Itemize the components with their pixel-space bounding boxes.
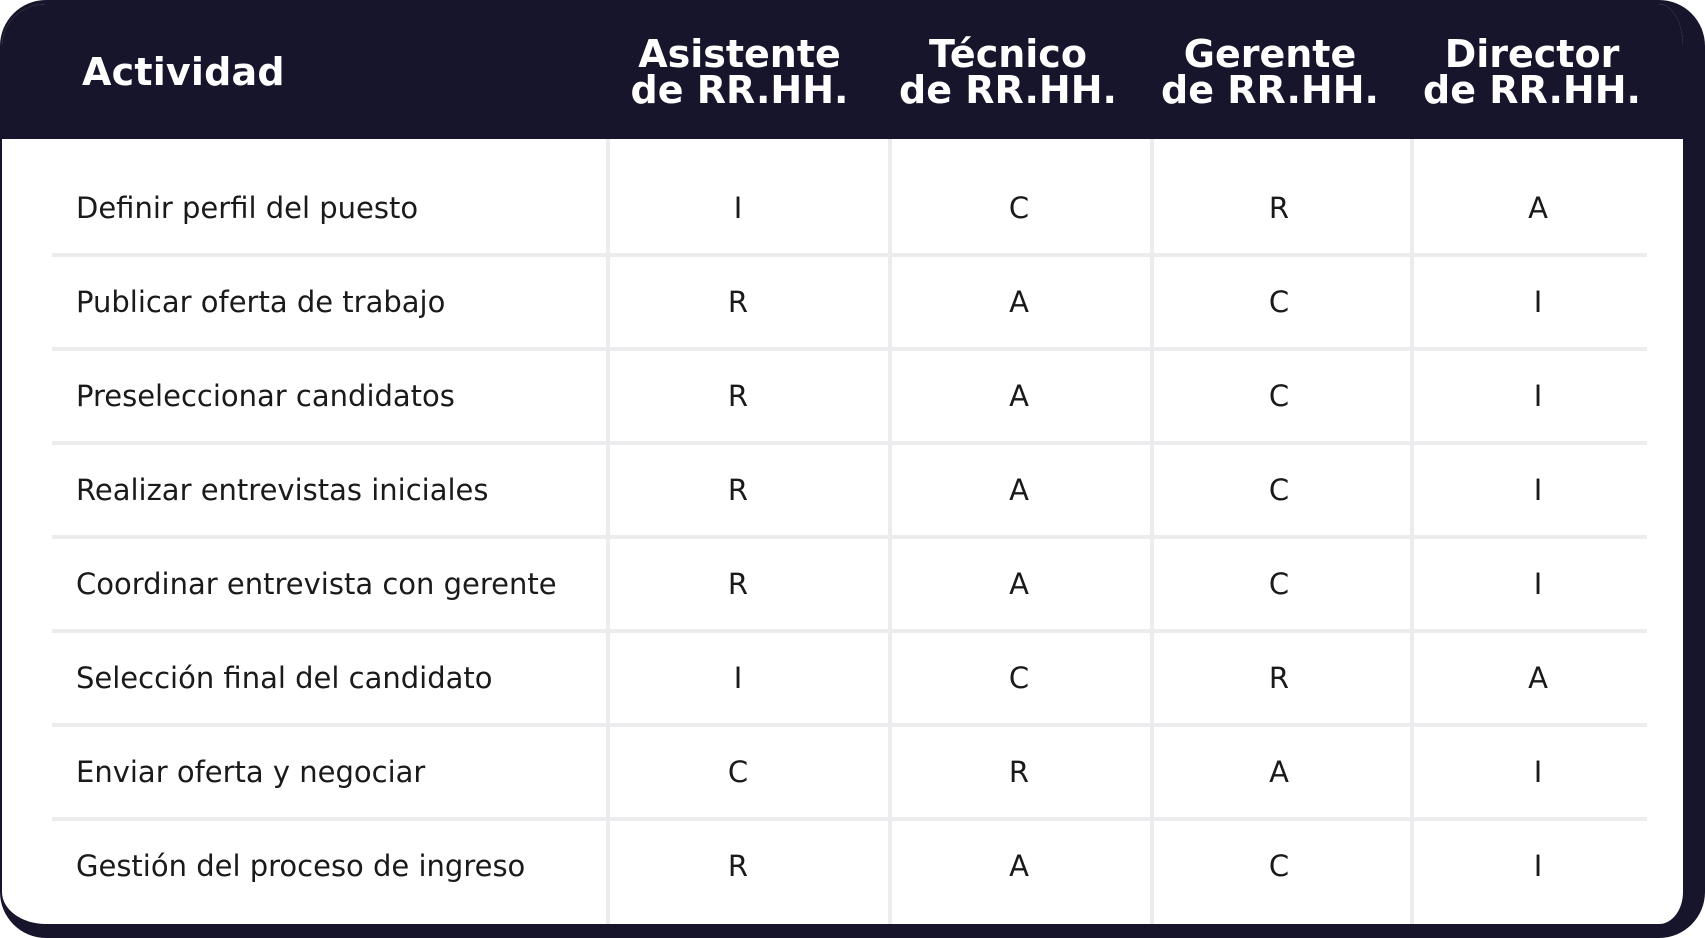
raci-cell: R bbox=[727, 473, 749, 507]
raci-cell: R bbox=[727, 285, 749, 319]
raci-cell: A bbox=[1009, 567, 1029, 601]
raci-cell: I bbox=[733, 661, 743, 695]
raci-cell: I bbox=[1533, 567, 1543, 601]
header-activity: Actividad bbox=[82, 49, 285, 94]
table-row bbox=[52, 819, 1647, 913]
raci-cell: I bbox=[1533, 849, 1543, 883]
raci-cell: I bbox=[1533, 285, 1543, 319]
raci-cell: C bbox=[1268, 285, 1290, 319]
activity-cell: Realizar entrevistas iniciales bbox=[76, 473, 489, 507]
raci-cell: R bbox=[1268, 191, 1290, 225]
table-row bbox=[52, 161, 1647, 255]
table-row bbox=[52, 443, 1647, 537]
raci-cell: R bbox=[1268, 661, 1290, 695]
header-role-manager: Gerente de RR.HH. bbox=[1161, 31, 1379, 112]
raci-cell: R bbox=[727, 849, 749, 883]
header-role-technician: Técnico de RR.HH. bbox=[899, 31, 1117, 112]
activity-cell: Definir perfil del puesto bbox=[76, 191, 419, 225]
raci-cell: I bbox=[1533, 379, 1543, 413]
table-row bbox=[52, 349, 1647, 443]
raci-cell: C bbox=[1268, 849, 1290, 883]
table-row bbox=[52, 255, 1647, 349]
raci-cell: C bbox=[1268, 379, 1290, 413]
raci-cell: I bbox=[1533, 755, 1543, 789]
table-row bbox=[52, 725, 1647, 819]
raci-cell: A bbox=[1269, 755, 1289, 789]
raci-cell: C bbox=[727, 755, 749, 789]
raci-cell: A bbox=[1009, 285, 1029, 319]
raci-cell: R bbox=[1008, 755, 1030, 789]
table-row bbox=[52, 631, 1647, 725]
table-header bbox=[2, 4, 1683, 139]
raci-cell: R bbox=[727, 379, 749, 413]
raci-cell: I bbox=[1533, 473, 1543, 507]
activity-cell: Selección final del candidato bbox=[76, 661, 493, 695]
raci-cell: I bbox=[733, 191, 743, 225]
raci-cell: A bbox=[1528, 191, 1548, 225]
raci-cell: C bbox=[1008, 191, 1030, 225]
raci-cell: A bbox=[1528, 661, 1548, 695]
raci-cell: C bbox=[1268, 567, 1290, 601]
raci-cell: C bbox=[1008, 661, 1030, 695]
activity-cell: Publicar oferta de trabajo bbox=[76, 285, 446, 319]
table-row bbox=[52, 537, 1647, 631]
header-role-director: Director de RR.HH. bbox=[1423, 31, 1641, 112]
header-role-assistant: Asistente de RR.HH. bbox=[630, 31, 849, 112]
raci-cell: A bbox=[1009, 379, 1029, 413]
raci-cell: A bbox=[1009, 473, 1029, 507]
raci-cell: R bbox=[727, 567, 749, 601]
raci-cell: A bbox=[1009, 849, 1029, 883]
activity-cell: Preseleccionar candidatos bbox=[76, 379, 455, 413]
activity-cell: Gestión del proceso de ingreso bbox=[76, 849, 526, 883]
activity-cell: Enviar oferta y negociar bbox=[76, 755, 426, 789]
raci-cell: C bbox=[1268, 473, 1290, 507]
activity-cell: Coordinar entrevista con gerente bbox=[76, 567, 557, 601]
